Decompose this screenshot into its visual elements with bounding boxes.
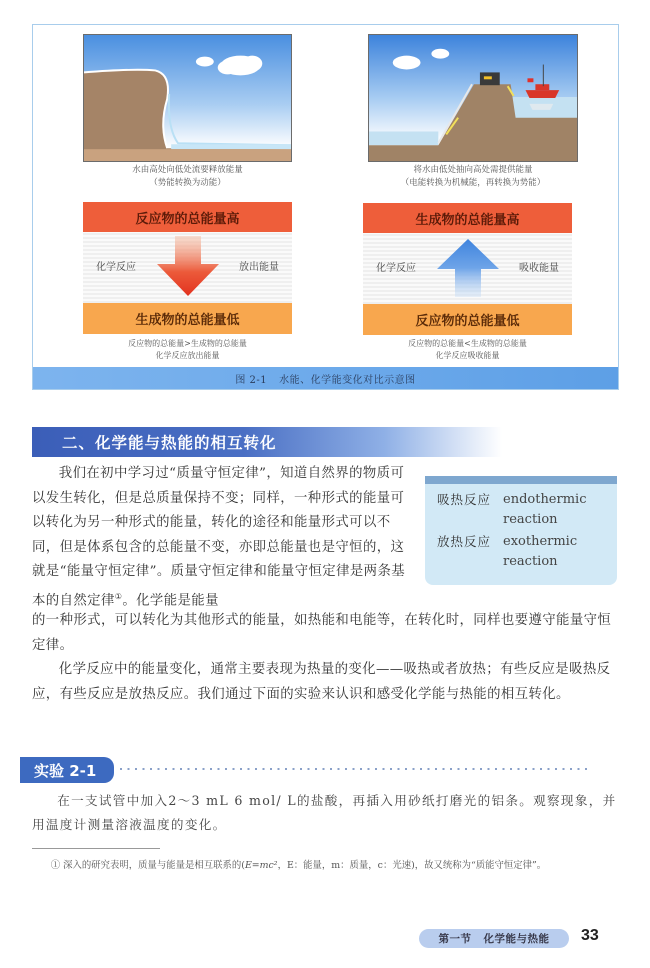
pump-storage-image [369, 35, 577, 161]
vocabulary-term-en: endothermic reaction [503, 492, 587, 527]
reactant-energy-low: 反应物的总能量低 [363, 304, 572, 335]
footnote-marker: ① [50, 860, 61, 871]
release-energy-label: 放出能量 [239, 262, 279, 273]
exothermic-caption-line2: 化学反应放出能量 [155, 351, 220, 360]
footnote [32, 858, 619, 874]
reaction-label: 化学反应 [376, 263, 416, 274]
footnote-ref[interactable]: ① [114, 591, 123, 601]
footnote-text: 深入的研究表明，质量与能量是相互联系的( [63, 860, 245, 871]
chapter-label [419, 929, 569, 948]
exothermic-caption [83, 338, 292, 362]
chapter-title: 化学能与热能 [483, 933, 550, 945]
vocabulary-box [425, 476, 617, 585]
arrow-down-icon [153, 236, 223, 298]
pump-storage-caption [368, 164, 578, 190]
waterfall-caption-line2: （势能转换为动能） [149, 178, 226, 188]
section-number: 第一节 [438, 933, 472, 945]
vocabulary-item [425, 490, 617, 530]
figure-2-1 [32, 24, 619, 390]
vocabulary-term-en: exothermic reaction [503, 534, 578, 569]
reaction-label: 化学反应 [96, 262, 136, 273]
vocabulary-term-zh: 吸热反应 [437, 492, 492, 507]
figure-number: 图 2-1 [235, 374, 268, 386]
product-energy-high: 生成物的总能量高 [363, 203, 572, 233]
endothermic-caption-line1: 反应物的总能量<生成物的总能量 [408, 339, 527, 348]
endothermic-diagram [363, 203, 572, 335]
endothermic-middle [363, 233, 572, 304]
vocabulary-term-zh: 放热反应 [437, 534, 492, 549]
footnote-divider [32, 848, 160, 849]
waterfall-illustration [83, 34, 292, 162]
arrow-up-icon [433, 237, 503, 299]
page-number: 33 [581, 927, 599, 944]
waterfall-caption-line1: 水由高处向低处流要释放能量 [132, 165, 243, 175]
experiment-instructions: 在一支试管中加入2～3 mL 6 mol/ L的盐酸，再插入用砂纸打磨光的铝条。观察现象，并用温度计测量溶液温度的变化。 [32, 793, 617, 832]
figure-caption [33, 367, 618, 389]
exothermic-middle [83, 232, 292, 303]
waterfall-image [84, 35, 291, 161]
paragraph-conservation-continued: 的一种形式，可以转化为其他形式的能量，如热能和电能等，在转化时，同样也要遵守能量守恒定律。 [32, 613, 612, 653]
endothermic-caption-line2: 化学反应吸收能量 [435, 351, 500, 360]
dotted-divider [120, 768, 590, 770]
experiment-label: 实验 2-1 [20, 757, 114, 783]
exothermic-diagram [83, 202, 292, 334]
section-heading: 二、化学能与热能的相互转化 [32, 427, 502, 457]
paragraph-conservation-tail: 。化学能是能量 [122, 592, 219, 608]
waterfall-caption [83, 164, 292, 190]
footnote-formula: E=mc² [244, 860, 278, 871]
figure-title: 水能、化学能变化对比示意图 [279, 374, 416, 386]
reactant-energy-high: 反应物的总能量高 [83, 202, 292, 232]
paragraph-heat-change: 化学反应中的能量变化，通常主要表现为热量的变化——吸热或者放热；有些反应是吸热反应，有些反应是放热反应。我们通过下面的实验来认识和感受化学能与热能的相互转化。 [32, 662, 611, 702]
vocabulary-item [425, 532, 617, 572]
absorb-energy-label: 吸收能量 [519, 263, 559, 274]
pump-storage-caption-line1: 将水由低处抽向高处需提供能量 [413, 165, 533, 175]
endothermic-caption [363, 338, 572, 362]
vocabulary-box-header [425, 476, 617, 484]
product-energy-low: 生成物的总能量低 [83, 303, 292, 334]
pump-storage-illustration [368, 34, 578, 162]
pump-storage-caption-line2: （电能转换为机械能，再转换为势能） [400, 178, 546, 188]
paragraph-conservation-text: 我们在初中学习过“质量守恒定律”，知道自然界的物质可以发生转化，但是总质量保持不变；同样，一种形式的能量可以转化为另一种形式的能量，转化的途径和能量形式可以不同，但是体系包含的总能量不变，亦即总能量也是守恒的，这就是“能量守恒定律”。质量守恒定律和能量守恒定律是两条基本的自然定律 [32, 466, 406, 608]
exothermic-caption-line1: 反应物的总能量>生成物的总能量 [128, 339, 247, 348]
paragraph-conservation [32, 462, 417, 613]
footnote-text-tail: ，E：能量，m：质量，c：光速)，故又统称为“质能守恒定律”。 [277, 860, 547, 871]
